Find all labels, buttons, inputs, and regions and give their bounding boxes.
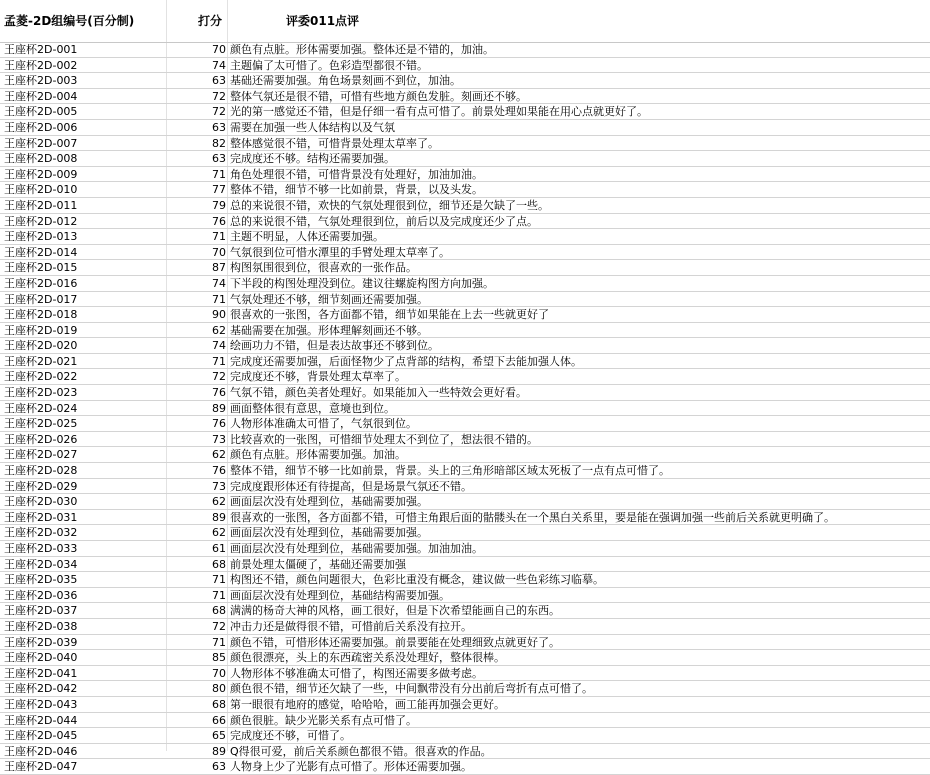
comment-cell[interactable]: 总的来说很不错，欢快的气氛处理很到位，细节还是欠缺了一些。 xyxy=(230,198,549,212)
comment-cell[interactable]: 基础需要在加强。形体理解刻画还不够。 xyxy=(230,323,428,337)
score-cell[interactable]: 74 xyxy=(212,276,226,290)
table-row xyxy=(0,541,930,557)
comment-cell[interactable]: 整体感觉很不错，可惜背景处理太草率了。 xyxy=(230,136,439,150)
id-cell[interactable]: 王座杯2D-023 xyxy=(4,386,78,400)
comment-cell[interactable]: 气氛处理还不够，细节刻画还需要加强。 xyxy=(230,292,428,306)
table-row xyxy=(0,292,930,308)
table-row xyxy=(0,635,930,651)
id-cell[interactable]: 王座杯2D-041 xyxy=(4,666,78,680)
table-row xyxy=(0,260,930,276)
table-row xyxy=(0,42,930,58)
score-cell[interactable]: 62 xyxy=(212,448,226,462)
id-cell[interactable]: 王座杯2D-043 xyxy=(4,697,78,711)
score-cell[interactable]: 71 xyxy=(212,167,226,181)
id-cell[interactable]: 王座杯2D-013 xyxy=(4,230,78,244)
id-cell[interactable]: 王座杯2D-012 xyxy=(4,214,78,228)
table-row xyxy=(0,338,930,354)
table-row xyxy=(0,58,930,74)
header-id[interactable]: 孟菱-2D组编号(百分制) xyxy=(4,14,135,28)
id-cell[interactable]: 王座杯2D-028 xyxy=(4,464,78,478)
score-cell[interactable]: 80 xyxy=(212,682,226,696)
id-cell[interactable]: 王座杯2D-030 xyxy=(4,495,78,509)
table-row xyxy=(0,463,930,479)
score-cell[interactable]: 89 xyxy=(212,401,226,415)
score-cell[interactable]: 71 xyxy=(212,292,226,306)
score-cell[interactable]: 68 xyxy=(212,604,226,618)
score-cell[interactable]: 77 xyxy=(212,183,226,197)
table-row xyxy=(0,479,930,495)
id-cell[interactable]: 王座杯2D-015 xyxy=(4,261,78,275)
id-cell[interactable]: 王座杯2D-037 xyxy=(4,604,78,618)
comment-cell[interactable]: 下半段的构图处理没到位。建议往螺旋构图方向加强。 xyxy=(230,276,494,290)
id-cell[interactable]: 王座杯2D-038 xyxy=(4,619,78,633)
id-cell[interactable]: 王座杯2D-044 xyxy=(4,713,78,727)
score-cell[interactable]: 71 xyxy=(212,354,226,368)
comment-cell[interactable]: 画面层次没有处理到位，基础需要加强。 xyxy=(230,526,428,540)
id-cell[interactable]: 王座杯2D-024 xyxy=(4,401,78,415)
score-cell[interactable]: 90 xyxy=(212,308,226,322)
score-cell[interactable]: 85 xyxy=(212,651,226,665)
comment-cell[interactable]: 人物形体不够准确太可惜了，构图还需要多做考虑。 xyxy=(230,666,483,680)
header-comment[interactable]: 评委011点评 xyxy=(286,14,360,28)
id-cell[interactable]: 王座杯2D-035 xyxy=(4,573,78,587)
id-cell[interactable]: 王座杯2D-005 xyxy=(4,105,78,119)
table-row xyxy=(0,744,930,760)
id-cell[interactable]: 王座杯2D-046 xyxy=(4,744,78,758)
table-row xyxy=(0,401,930,417)
table-row xyxy=(0,650,930,666)
comment-cell[interactable]: 第一眼很有地府的感觉，哈哈哈，画工能再加强会更好。 xyxy=(230,697,505,711)
score-cell[interactable]: 74 xyxy=(212,339,226,353)
table-row xyxy=(0,713,930,729)
id-cell[interactable]: 王座杯2D-006 xyxy=(4,120,78,134)
comment-cell[interactable]: 整体不错，细节不够一比如前景，背景。头上的三角形暗部区域太死板了一点有点可惜了。 xyxy=(230,464,670,478)
score-cell[interactable]: 72 xyxy=(212,89,226,103)
table-row xyxy=(0,447,930,463)
comment-cell[interactable]: 人物形体准确太可惜了，气氛很到位。 xyxy=(230,417,417,431)
id-cell[interactable]: 王座杯2D-007 xyxy=(4,136,78,150)
score-cell[interactable]: 79 xyxy=(212,198,226,212)
header-score[interactable]: 打分 xyxy=(198,14,223,28)
table-row xyxy=(0,167,930,183)
id-cell[interactable]: 王座杯2D-027 xyxy=(4,448,78,462)
score-cell[interactable]: 70 xyxy=(212,43,226,56)
id-cell[interactable]: 王座杯2D-025 xyxy=(4,417,78,431)
table-row xyxy=(0,229,930,245)
score-cell[interactable]: 63 xyxy=(212,120,226,134)
id-cell[interactable]: 王座杯2D-033 xyxy=(4,542,78,555)
score-cell[interactable]: 71 xyxy=(212,573,226,587)
comment-cell[interactable]: 冲击力还是做得很不错，可惜前后关系没有拉开。 xyxy=(230,619,472,633)
score-cell[interactable]: 87 xyxy=(212,261,226,275)
comment-cell[interactable]: 颜色很脏。缺少光影关系有点可惜了。 xyxy=(230,713,417,727)
comment-cell[interactable]: 绘画功力不错，但是表达故事还不够到位。 xyxy=(230,339,439,353)
comment-cell[interactable]: 颜色很不错，细节还欠缺了一些，中间飘带没有分出前后弯折有点可惜了。 xyxy=(230,682,593,696)
table-row xyxy=(0,354,930,370)
comment-cell[interactable]: 很喜欢的一张图，各方面都不错，细节如果能在上去一些就更好了 xyxy=(230,308,549,322)
score-cell[interactable]: 74 xyxy=(212,58,226,72)
comment-cell[interactable]: 角色处理很不错，可惜背景没有处理好，加油加油。 xyxy=(230,167,483,181)
table-row xyxy=(0,104,930,120)
table-row xyxy=(0,728,930,744)
comment-cell[interactable]: 主题偏了太可惜了。色彩造型都很不错。 xyxy=(230,58,428,72)
score-cell[interactable]: 76 xyxy=(212,214,226,228)
table-row xyxy=(0,323,930,339)
score-cell[interactable]: 89 xyxy=(212,744,226,758)
comment-cell[interactable]: 画面层次没有处理到位，基础结构需要加强。 xyxy=(230,588,450,602)
comment-cell[interactable]: 画面层次没有处理到位，基础需要加强。加油加油。 xyxy=(230,542,483,555)
score-cell[interactable]: 71 xyxy=(212,635,226,649)
table-row xyxy=(0,557,930,573)
id-cell[interactable]: 王座杯2D-016 xyxy=(4,276,78,290)
id-cell[interactable]: 王座杯2D-019 xyxy=(4,323,78,337)
score-cell[interactable]: 63 xyxy=(212,74,226,88)
score-cell[interactable]: 68 xyxy=(212,697,226,711)
id-cell[interactable]: 王座杯2D-039 xyxy=(4,635,78,649)
id-cell[interactable]: 王座杯2D-014 xyxy=(4,245,78,259)
comment-cell[interactable]: 画面整体很有意思，意境也到位。 xyxy=(230,401,395,415)
table-row xyxy=(0,432,930,448)
score-cell[interactable]: 73 xyxy=(212,479,226,493)
id-cell[interactable]: 王座杯2D-045 xyxy=(4,729,78,743)
comment-cell[interactable]: Q得很可爱，前后关系颜色都很不错。很喜欢的作品。 xyxy=(230,744,492,758)
score-cell[interactable]: 70 xyxy=(212,245,226,259)
comment-cell[interactable]: 完成度还不够。结构还需要加强。 xyxy=(230,152,395,166)
score-cell[interactable]: 76 xyxy=(212,464,226,478)
id-cell[interactable]: 王座杯2D-042 xyxy=(4,682,78,696)
score-cell[interactable]: 62 xyxy=(212,526,226,540)
id-cell[interactable]: 王座杯2D-031 xyxy=(4,510,78,524)
table-row xyxy=(0,510,930,526)
score-cell[interactable]: 82 xyxy=(212,136,226,150)
header-row xyxy=(0,0,930,43)
comment-cell[interactable]: 很喜欢的一张图，各方面都不错，可惜主角跟后面的骷髅头在一个黑白关系里，要是能在强调加强一些前后关系就更明确了。 xyxy=(230,510,835,524)
id-cell[interactable]: 王座杯2D-047 xyxy=(4,760,78,774)
table-row xyxy=(0,619,930,635)
score-cell[interactable]: 72 xyxy=(212,619,226,633)
score-cell[interactable]: 72 xyxy=(212,370,226,384)
comment-cell[interactable]: 构图氛围很到位，很喜欢的一张作品。 xyxy=(230,261,417,275)
score-cell[interactable]: 72 xyxy=(212,105,226,119)
score-cell[interactable]: 76 xyxy=(212,386,226,400)
id-cell[interactable]: 王座杯2D-010 xyxy=(4,183,78,197)
comment-cell[interactable]: 整体不错，细节不够一比如前景，背景，以及头发。 xyxy=(230,183,483,197)
table-row xyxy=(0,245,930,261)
comment-cell[interactable]: 颜色有点脏。形体需要加强。整体还是不错的，加油。 xyxy=(230,43,494,56)
score-cell[interactable]: 61 xyxy=(212,542,226,555)
comment-cell[interactable]: 颜色不错，可惜形体还需要加强。前景要能在处理细致点就更好了。 xyxy=(230,635,560,649)
id-cell[interactable]: 王座杯2D-003 xyxy=(4,74,78,88)
score-cell[interactable]: 65 xyxy=(212,729,226,743)
id-cell[interactable]: 王座杯2D-011 xyxy=(4,198,78,212)
table-row xyxy=(0,697,930,713)
score-cell[interactable]: 66 xyxy=(212,713,226,727)
table-row xyxy=(0,525,930,541)
table-row xyxy=(0,494,930,510)
score-cell[interactable]: 89 xyxy=(212,510,226,524)
comment-cell[interactable]: 气氛不错，颜色美者处理好。如果能加入一些特效会更好看。 xyxy=(230,386,527,400)
id-cell[interactable]: 王座杯2D-008 xyxy=(4,152,78,166)
table-row xyxy=(0,666,930,682)
comment-cell[interactable]: 需要在加强一些人体结构以及气氛 xyxy=(230,120,395,134)
id-cell[interactable]: 王座杯2D-001 xyxy=(4,43,78,56)
id-cell[interactable]: 王座杯2D-009 xyxy=(4,167,78,181)
comment-cell[interactable]: 完成度跟形体还有待提高，但是场景气氛还不错。 xyxy=(230,479,472,493)
table-row xyxy=(0,603,930,619)
id-cell[interactable]: 王座杯2D-040 xyxy=(4,651,78,665)
id-cell[interactable]: 王座杯2D-021 xyxy=(4,354,78,368)
table-row xyxy=(0,120,930,136)
id-cell[interactable]: 王座杯2D-004 xyxy=(4,89,78,103)
id-cell[interactable]: 王座杯2D-029 xyxy=(4,479,78,493)
table-row xyxy=(0,182,930,198)
table-row xyxy=(0,369,930,385)
score-cell[interactable]: 63 xyxy=(212,152,226,166)
comment-cell[interactable]: 比较喜欢的一张图，可惜细节处理太不到位了，想法很不错的。 xyxy=(230,432,538,446)
comment-cell[interactable]: 完成度还需要加强，后面怪物少了点背部的结构，希望下去能加强人体。 xyxy=(230,354,582,368)
id-cell[interactable]: 王座杯2D-017 xyxy=(4,292,78,306)
score-cell[interactable]: 73 xyxy=(212,432,226,446)
comment-cell[interactable]: 人物身上少了光影有点可惜了。形体还需要加强。 xyxy=(230,760,472,774)
score-cell[interactable]: 70 xyxy=(212,666,226,680)
table-body xyxy=(0,42,930,775)
score-cell[interactable]: 63 xyxy=(212,760,226,774)
table-row xyxy=(0,214,930,230)
table-row xyxy=(0,276,930,292)
id-cell[interactable]: 王座杯2D-032 xyxy=(4,526,78,540)
id-cell[interactable]: 王座杯2D-020 xyxy=(4,339,78,353)
id-cell[interactable]: 王座杯2D-022 xyxy=(4,370,78,384)
table-row xyxy=(0,307,930,323)
comment-cell[interactable]: 前景处理太僵硬了，基础还需要加强 xyxy=(230,557,406,571)
id-cell[interactable]: 王座杯2D-034 xyxy=(4,557,78,571)
comment-cell[interactable]: 总的来说很不错，气氛处理很到位，前后以及完成度还少了点。 xyxy=(230,214,538,228)
table-row xyxy=(0,572,930,588)
table-row xyxy=(0,136,930,152)
table-row xyxy=(0,198,930,214)
table-row xyxy=(0,681,930,697)
score-cell[interactable]: 76 xyxy=(212,417,226,431)
id-cell[interactable]: 王座杯2D-018 xyxy=(4,308,78,322)
comment-cell[interactable]: 完成度还不够，可惜了。 xyxy=(230,729,351,743)
id-cell[interactable]: 王座杯2D-002 xyxy=(4,58,78,72)
table-row xyxy=(0,385,930,401)
id-cell[interactable]: 王座杯2D-026 xyxy=(4,432,78,446)
comment-cell[interactable]: 整体气氛还是很不错，可惜有些地方颜色发脏。刻画还不够。 xyxy=(230,89,527,103)
comment-cell[interactable]: 画面层次没有处理到位，基础需要加强。 xyxy=(230,495,428,509)
table-row xyxy=(0,73,930,89)
score-cell[interactable]: 71 xyxy=(212,588,226,602)
score-cell[interactable]: 68 xyxy=(212,557,226,571)
table-row xyxy=(0,151,930,167)
comment-cell[interactable]: 完成度还不够，背景处理太草率了。 xyxy=(230,370,406,384)
table-row xyxy=(0,89,930,105)
comment-cell[interactable]: 光的第一感觉还不错，但是仔细一看有点可惜了。前景处理如果能在用心点就更好了。 xyxy=(230,105,648,119)
comment-cell[interactable]: 颜色很漂亮，头上的东西疏密关系没处理好，整体很棒。 xyxy=(230,651,505,665)
table-row xyxy=(0,416,930,432)
table-row xyxy=(0,588,930,604)
comment-cell[interactable]: 颜色有点脏。形体需要加强。加油。 xyxy=(230,448,406,462)
comment-cell[interactable]: 基础还需要加强。角色场景刻画不到位，加油。 xyxy=(230,74,461,88)
comment-cell[interactable]: 气氛很到位可惜水潭里的手臂处理太草率了。 xyxy=(230,245,450,259)
comment-cell[interactable]: 构图还不错，颜色问题很大，色彩比重没有概念，建议做一些色彩练习临摹。 xyxy=(230,573,604,587)
id-cell[interactable]: 王座杯2D-036 xyxy=(4,588,78,602)
score-cell[interactable]: 62 xyxy=(212,323,226,337)
table-row xyxy=(0,759,930,775)
comment-cell[interactable]: 满满的杨奇大神的风格，画工很好，但是下次希望能画自己的东西。 xyxy=(230,604,560,618)
score-cell[interactable]: 62 xyxy=(212,495,226,509)
comment-cell[interactable]: 主题不明显，人体还需要加强。 xyxy=(230,230,384,244)
score-cell[interactable]: 71 xyxy=(212,230,226,244)
